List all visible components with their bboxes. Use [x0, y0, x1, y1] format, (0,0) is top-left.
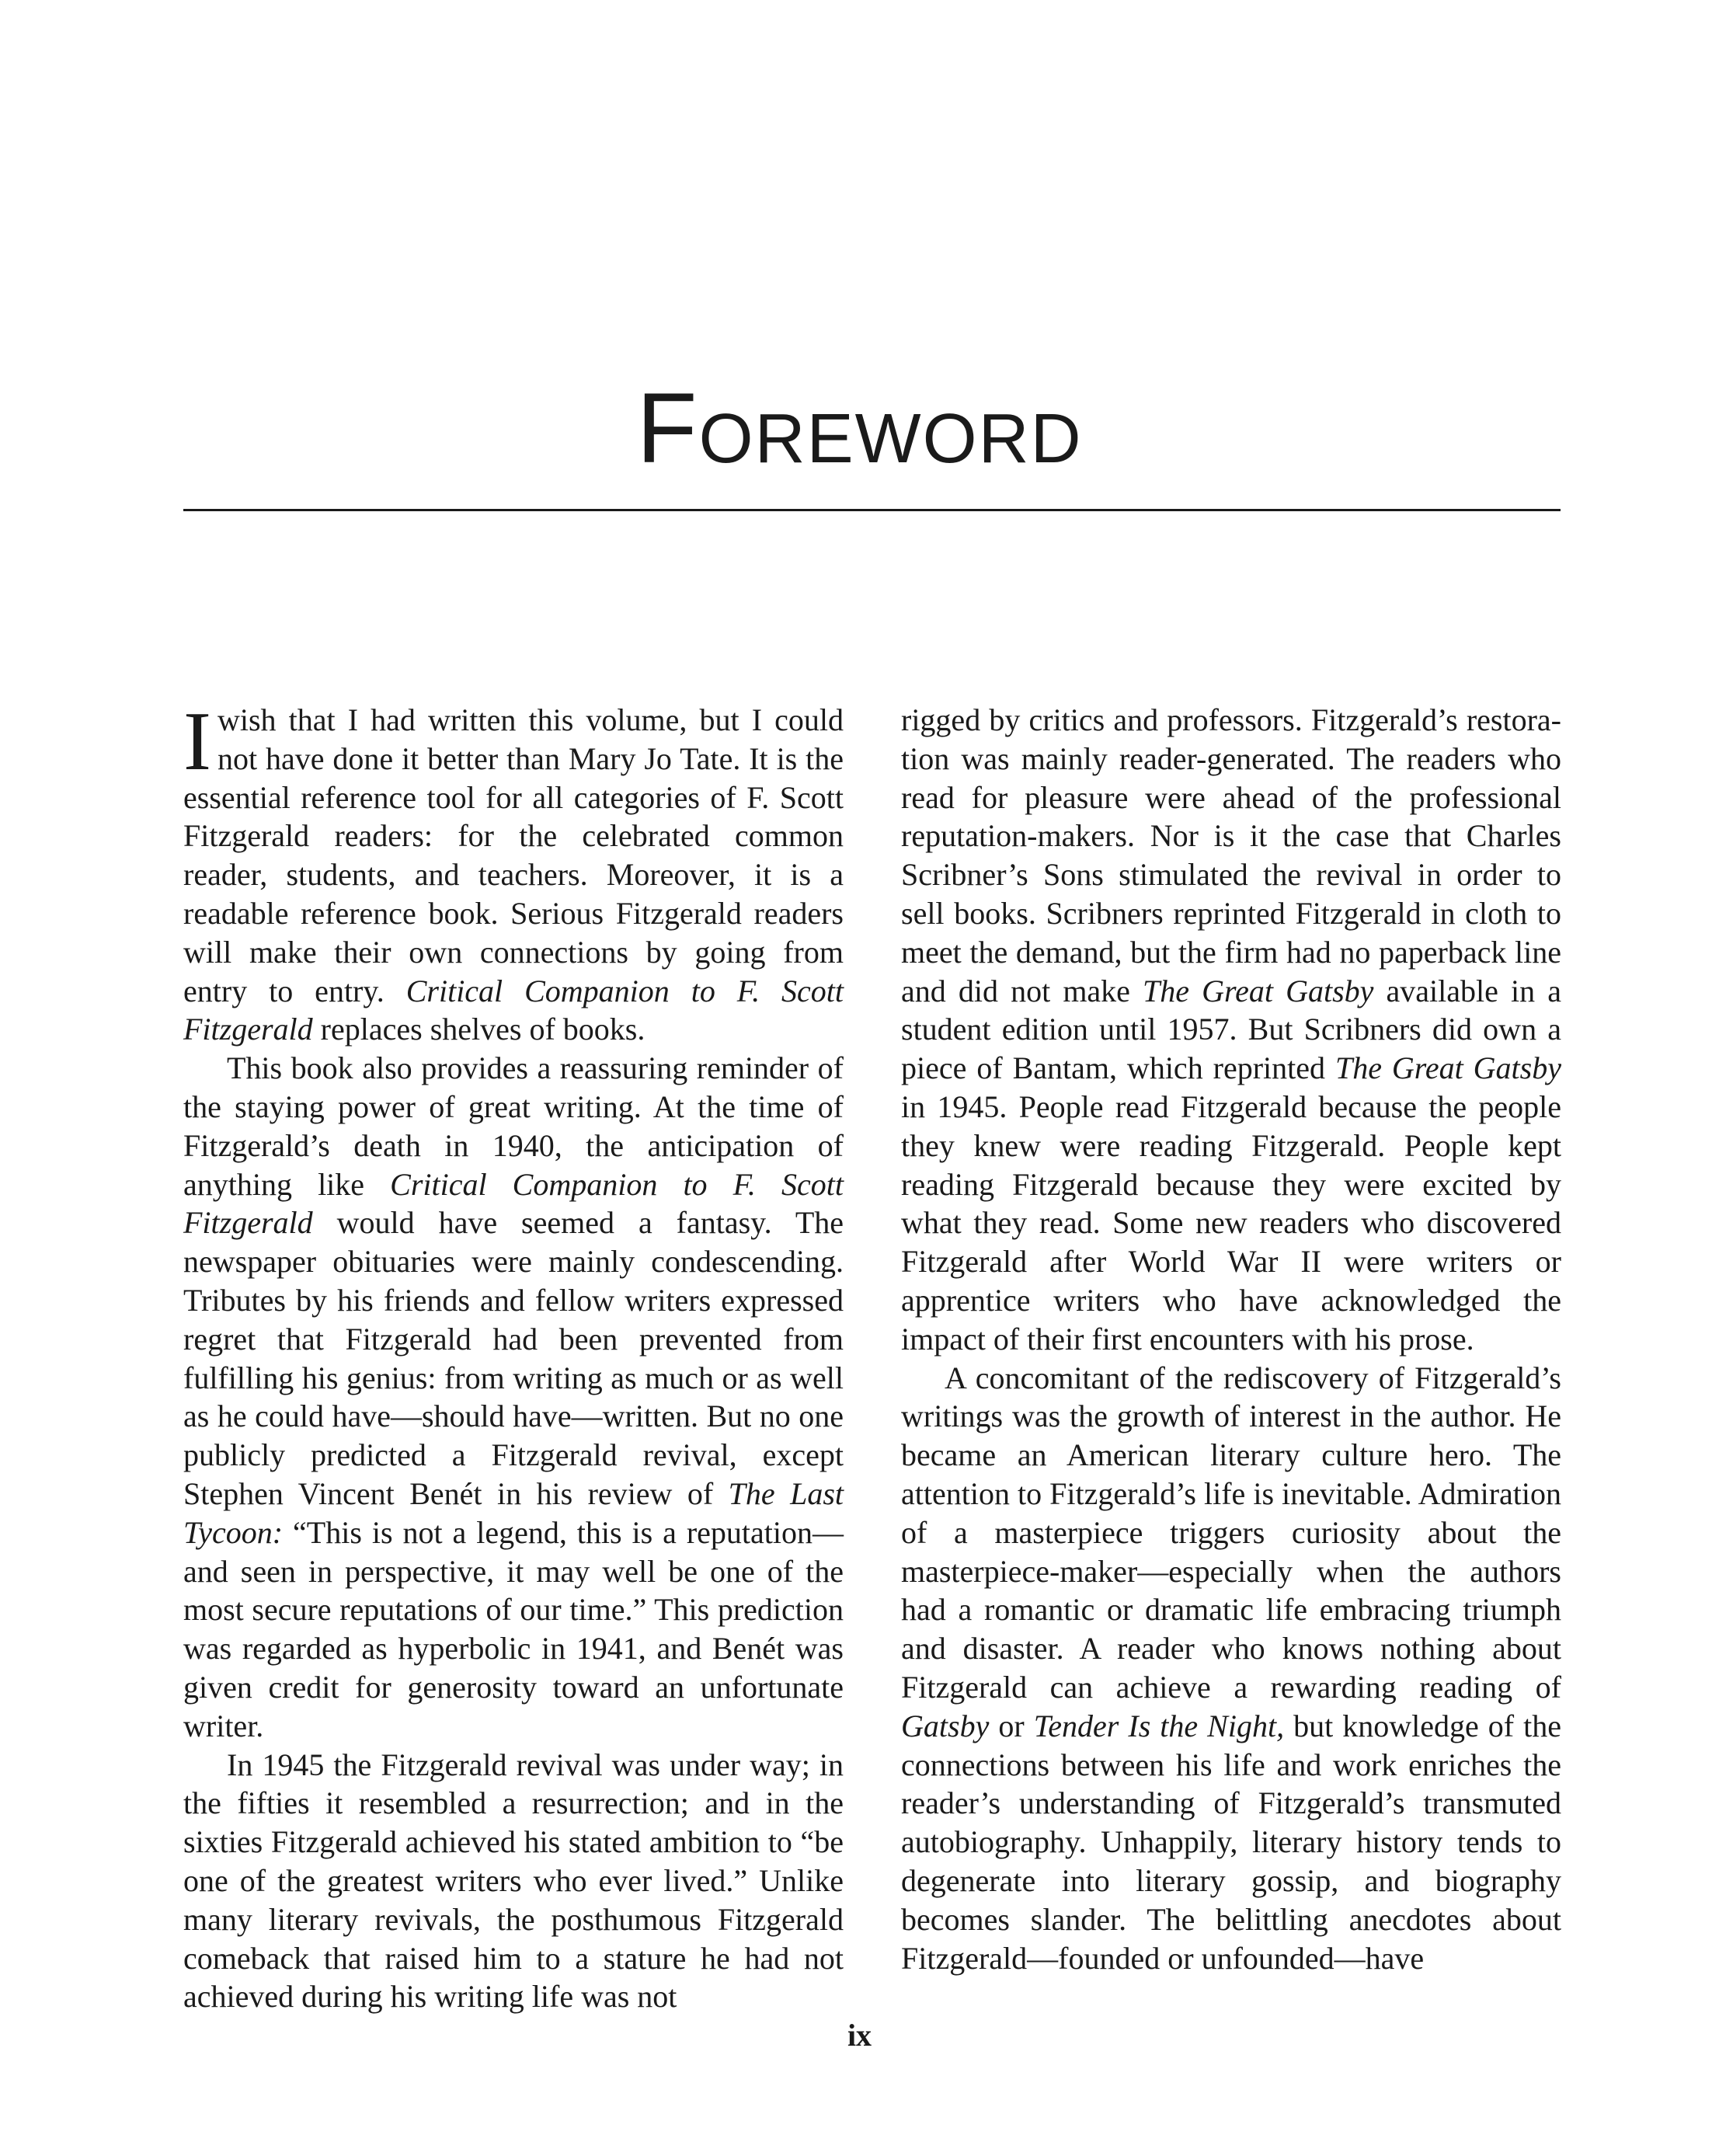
title-rule	[183, 509, 1561, 511]
text-run: “This is not a legend, this is a reputation—and seen in perspective, it may well be one of the most secure reputations of our time.” This prediction was regarded as hyperbolic in 1941, and Benét was given credit for generosity toward an unfortunate writer.	[183, 1514, 844, 1743]
italic-title: Tender Is the Night,	[1033, 1708, 1285, 1743]
body-paragraph	[183, 695, 844, 1049]
text-run: In 1945 the Fitzgerald revival was under way; in the fifties it resembled a resurrection; and in the sixties Fitzgerald achieved his stated ambition to “be one of the greatest writers who ever lived.” Unlike many literary revivals, the posthumous Fitzgerald comeback that raised him to a stature he had not achieved during his writing life was not	[183, 1747, 844, 2015]
text-run: replaces shelves of books.	[312, 1012, 645, 1047]
text-run: or	[989, 1708, 1034, 1743]
text-run: Iwish that I had written this volume, but I could not have done it better than Mary Jo Tate. It is the essential reference tool for all categories of F. Scott Fitzgerald readers: for the celebrated common reader, students, and teachers. Moreover, it is a readable reference book. Serious Fitzgerald readers will make their own connections by going from entry to entry.	[183, 695, 844, 1008]
text-run: but knowledge of the connections between his life and work enriches the reader’s understanding of Fitzgerald’s transmuted autobiography. Unhappily, literary history tends to degenerate into literary gossip, and biography becomes slander. The belittling anecdotes about Fitzgerald—founded or unfounded—have	[901, 1708, 1561, 1976]
italic-title: Critical Companion to F. Scott Fitzgerald	[183, 1166, 844, 1241]
text-run: This book also provides a reassuring reminder of the staying power of great writing. At the time of Fitzgerald’s death in 1940, the anticipation of anything like	[183, 1050, 844, 1202]
text-run: A concomitant of the rediscovery of Fitzgerald’s writings was the growth of interest in the author. He became an American literary culture hero. The attention to Fitzgerald’s life is inevitable. Admiration of a masterpiece triggers curiosity about the masterpiece-maker—especially when the authors had a romantic or dramatic life embracing triumph and disaster. A reader who knows nothing about Fitzgerald can achieve a rewarding reading of	[901, 1360, 1561, 1705]
left-column	[183, 695, 844, 2016]
body-paragraph	[183, 1049, 844, 1745]
right-column	[901, 701, 1561, 1977]
text-run: rigged by critics and professors. Fitzgerald’s restoration was mainly reader-generated. The readers who read for pleasure were ahead of the professional reputation-makers. Nor is it the case that Charles Scribner’s Sons stimulated the revival in order to sell books. Scribners reprinted Fitzgerald in cloth to meet the demand, but the firm had no paperback line and did not make	[901, 702, 1561, 1008]
body-paragraph	[901, 1359, 1561, 1978]
italic-title: The Great Gatsby	[1143, 973, 1374, 1008]
italic-title: The Last Tycoon:	[183, 1475, 844, 1550]
body-paragraph	[901, 701, 1561, 1359]
text-run: available in a student edition until 1957. But Scribners did own a piece of Bantam, which reprinted	[901, 973, 1561, 1086]
page-title: Foreword	[636, 373, 1083, 484]
text-run: would have seemed a fantasy. The newspaper obituaries were mainly condescending. Tributes by his friends and fellow writers expressed regret that Fitzgerald had been prevented from fulfilling his genius: from writing as much or as well as he could have—should have—written. But no one publicly predicted a Fitzgerald revival, except Stephen Vincent Benét in his review of	[183, 1205, 844, 1511]
page-number: ix	[847, 2018, 872, 2053]
italic-title: Critical Companion to F. Scott Fitzgerald	[183, 973, 844, 1047]
italic-title: Gatsby	[901, 1708, 990, 1743]
text-run: in 1945. People read Fitzgerald because the people they knew were reading Fitzgerald. People kept reading Fitzgerald because they were excited by what they read. Some new readers who discovered Fitzgerald after World War II were writers or apprentice writers who have acknowledged the impact of their first encounters with his prose.	[901, 1088, 1561, 1357]
body-paragraph	[183, 1746, 844, 2017]
italic-title: The Great Gatsby	[1334, 1050, 1561, 1086]
